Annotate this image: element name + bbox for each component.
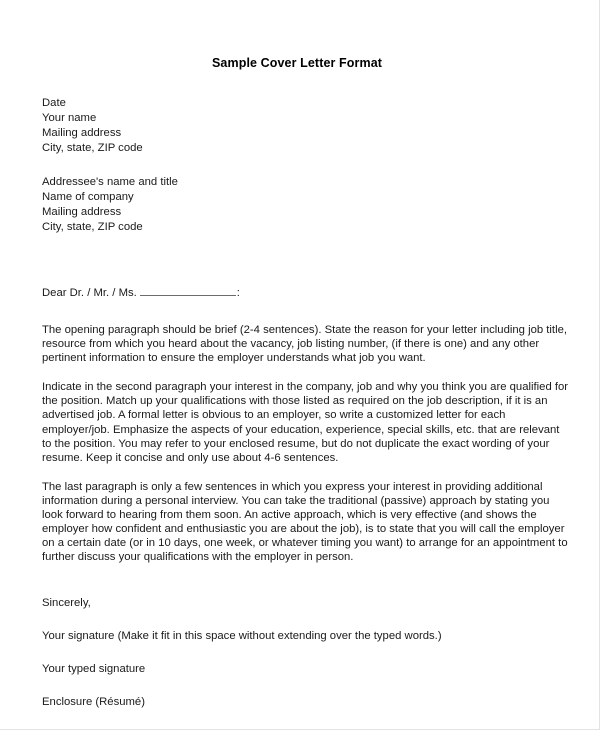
enclosure-note: Enclosure (Résumé) xyxy=(42,696,145,709)
page-title: Sample Cover Letter Format xyxy=(212,56,383,70)
salutation-suffix: : xyxy=(236,287,240,299)
closing-salutation: Sincerely, xyxy=(42,597,91,610)
recipient-line: Name of company xyxy=(42,191,134,203)
sender-line: Mailing address xyxy=(42,127,122,139)
salutation xyxy=(42,285,570,301)
closing-block xyxy=(42,596,570,710)
sender-address-block xyxy=(42,96,570,156)
body-paragraph-1: The opening paragraph should be brief (2-4 sentences). State the reason for your letter including job title, resource from which you heard about the vacancy, job listing number, (if there is one) and any other pertinent information to ensure the employer understands what job you want. xyxy=(42,324,567,365)
recipient-line: Mailing address xyxy=(42,206,122,218)
sender-line: Your name xyxy=(42,112,97,124)
salutation-prefix: Dear Dr. / Mr. / Ms. xyxy=(42,287,137,299)
salutation-blank-field[interactable] xyxy=(140,285,236,296)
body-paragraph-3: The last paragraph is only a few sentences in which you express your interest in providing additional information during a personal interview. You can take the traditional (passive) approach by stating you look forward to hearing from them soon. An active approach, which is very effective (and shows the employer how confident and enthusiastic you are about the job), is to state that you will call the employer on a certain date (or in 10 days, one week, or whatever timing you want) to arrange for an appointment to further discuss your qualifications with the employer in person. xyxy=(42,480,568,564)
sender-line: City, state, ZIP code xyxy=(42,142,143,154)
recipient-line: City, state, ZIP code xyxy=(42,221,143,233)
signature-placeholder: Your signature (Make it fit in this space without extending over the typed words.) xyxy=(42,630,442,643)
letter-body xyxy=(42,0,570,710)
typed-signature-placeholder: Your typed signature xyxy=(42,663,146,676)
body-paragraph-2: Indicate in the second paragraph your interest in the company, job and why you think you are qualified for the position. Match up your qualifications with those listed as required on the job description, if it is an advertised job. A formal letter is obvious to an employer, so write a customized letter for each employer/job. Emphasize the aspects of your education, experience, special skills, etc. that are relevant to the position. You may refer to your enclosed resume, but do not duplicate the exact wording of your resume. Keep it concise and only use about 4-6 sentences. xyxy=(42,381,569,464)
recipient-address-block xyxy=(42,175,570,235)
recipient-line: Addressee's name and title xyxy=(42,176,178,188)
sender-line: Date xyxy=(42,97,66,109)
